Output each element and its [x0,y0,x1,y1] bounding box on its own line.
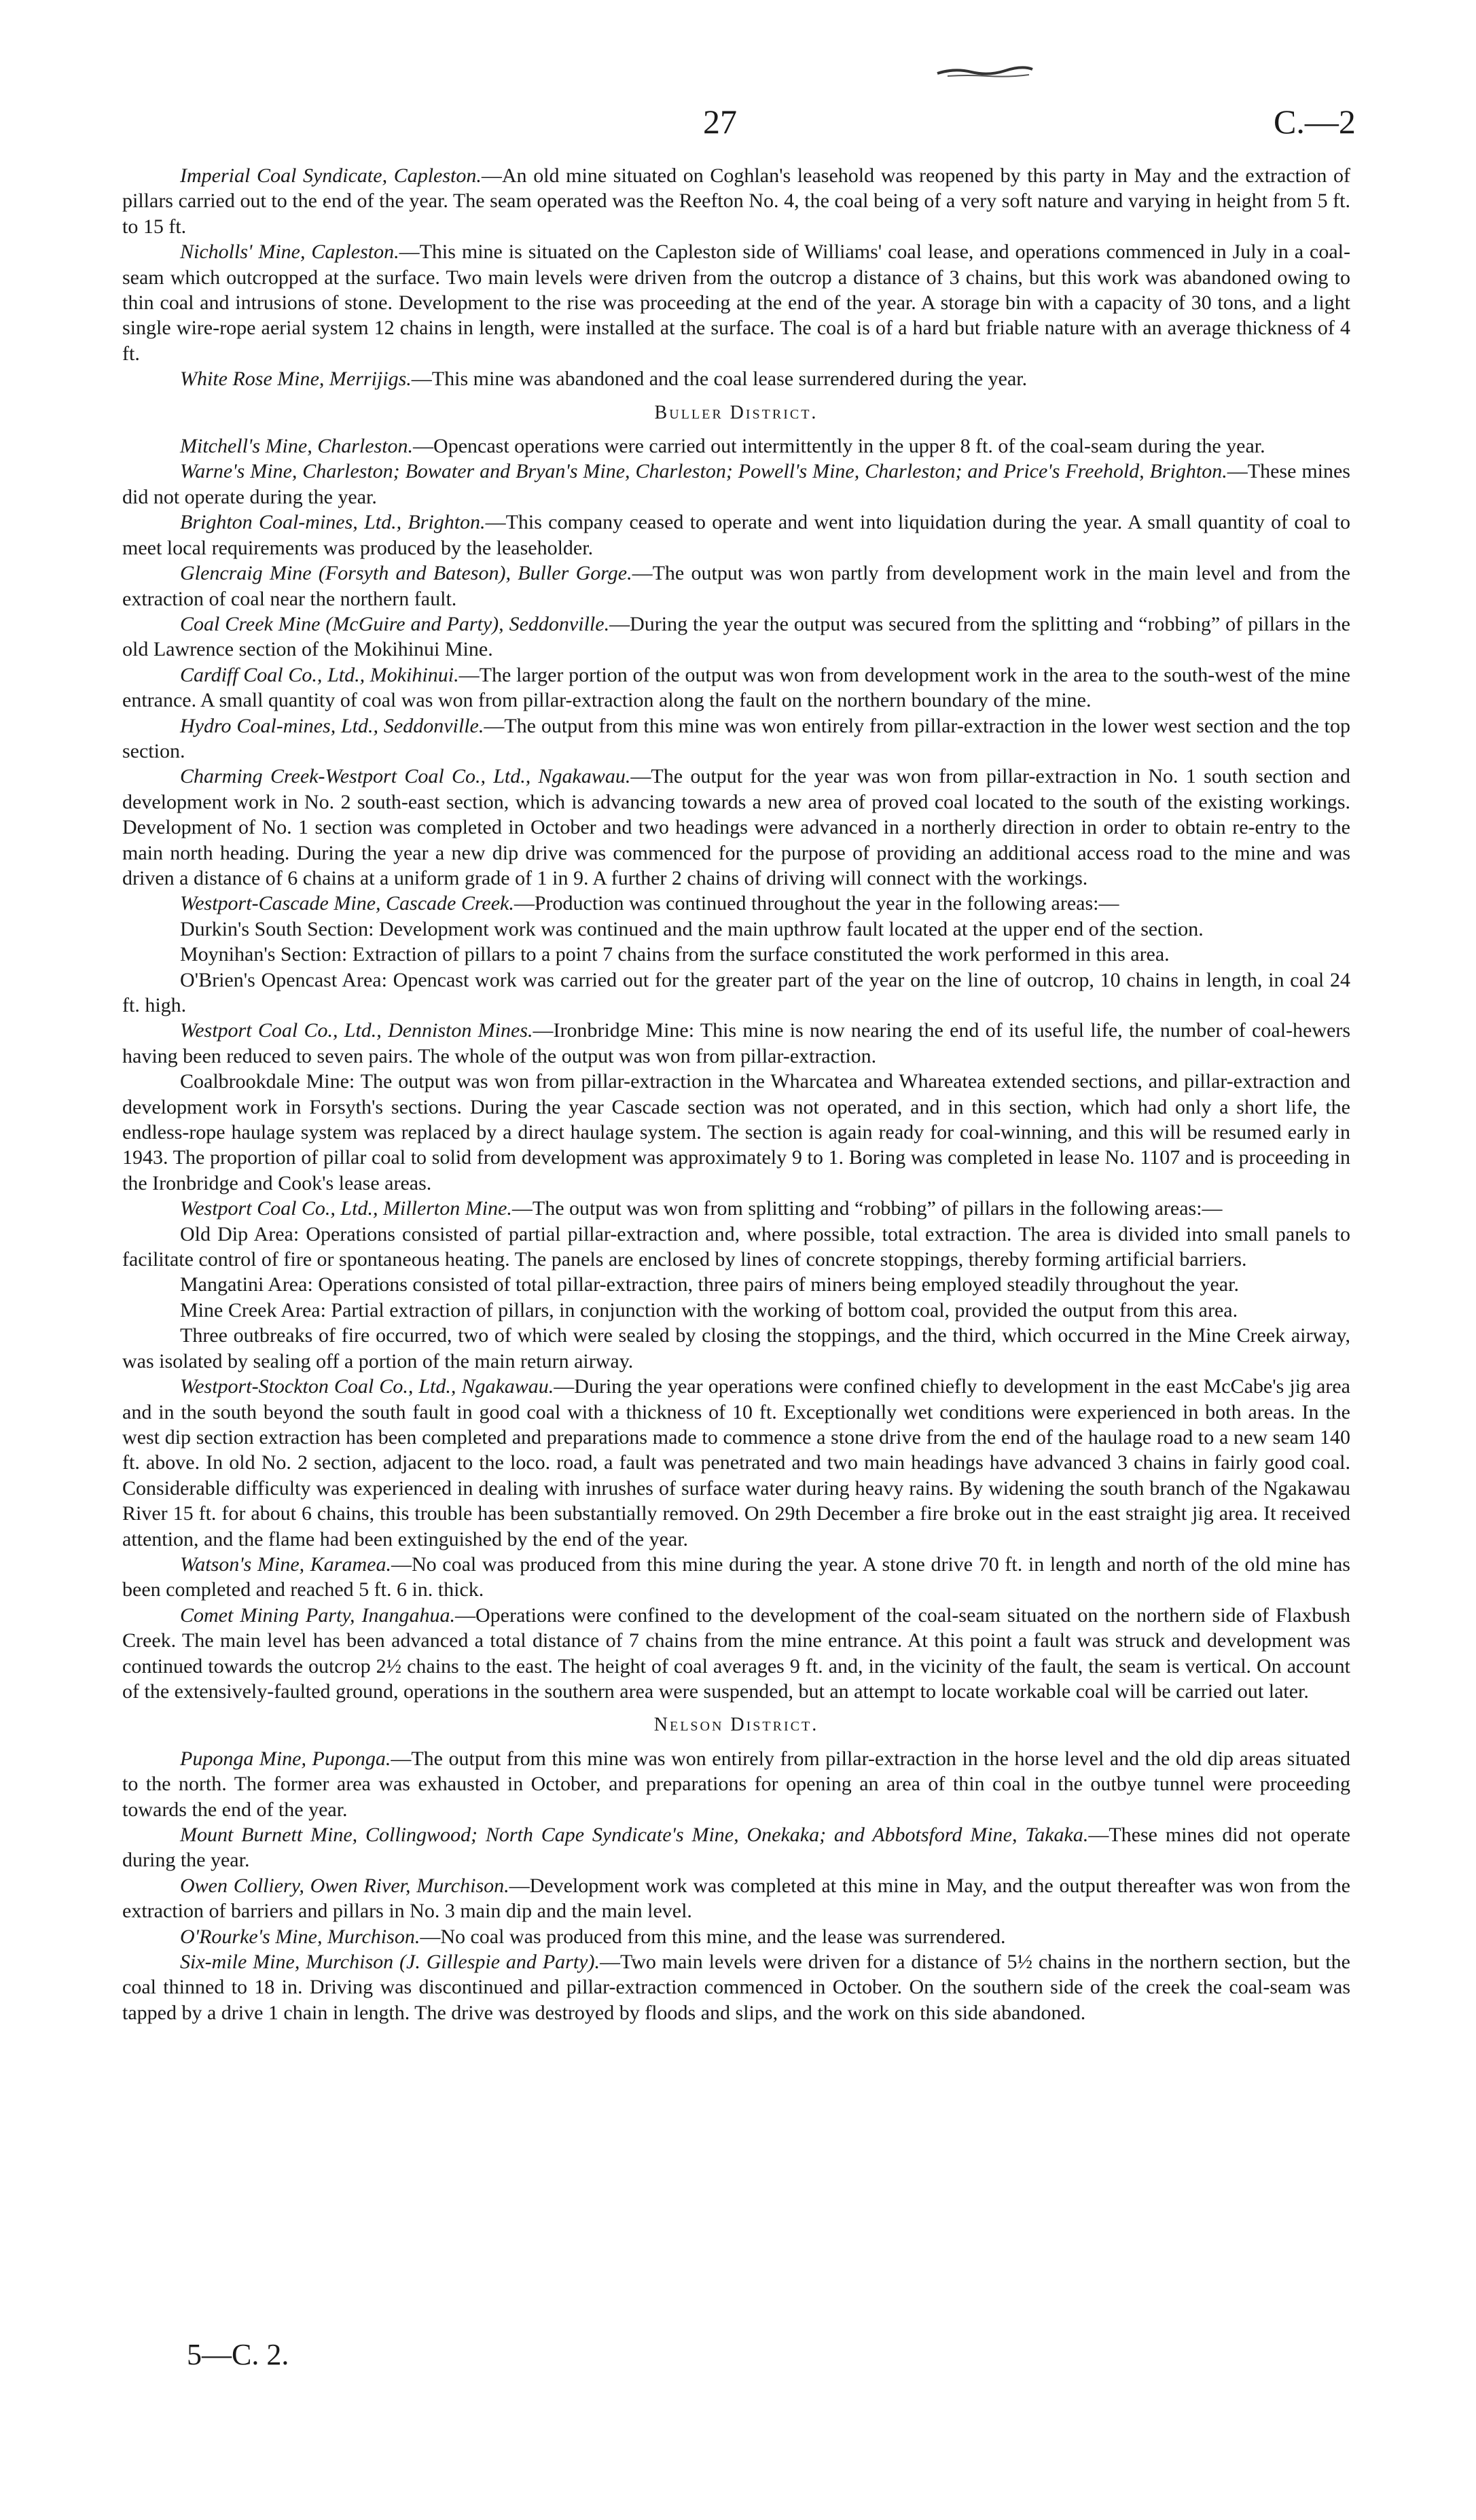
entry-text: Opencast operations were carried out intermittently in the upper 8 ft. of the coal-seam during the year. [433,435,1265,458]
entry-text: Durkin's South Section: Development work was continued and the main upthrow fault located at the upper end of the section. [180,917,1204,940]
separator-dash: — [485,511,506,534]
separator-dash: — [413,435,434,458]
mine-entry [122,1873,1350,1924]
entry-text: Three outbreaks of fire occurred, two of which were sealed by closing the stoppings, and the third, which occurred in the Mine Creek airway, was isolated by sealing off a portion of the main return airway. [122,1324,1350,1372]
separator-dash: — [484,714,505,737]
mine-name: Cardiff Coal Co., Ltd., Mokihinui. [180,663,459,686]
mine-entry [122,1949,1350,2025]
entry-text: Moynihan's Section: Extraction of pillars to a point 7 chains from the surface constituted the work performed in this area. [180,943,1170,966]
mine-entry [122,1746,1350,1822]
entry-text: These mines did not operate during the year. [122,1824,1350,1872]
mine-entry [122,968,1350,1018]
entry-text: Coalbrookdale Mine: The output was won from pillar-extraction in the Wharcatea and Whareatea extended sections, and pillar-extraction and development work in Forsyth's sections. During the year Cascade section was not operated, and in this section, which had only a short life, the endless-rope haulage system was replaced by a direct haulage system. The section is again ready for coal-winning, and this will be resumed early in 1943. The proportion of pillar coal to solid from development was approximately 9 to 1. Boring was completed in lease No. 1107 and is proceeding in the Ironbridge and Cook's lease areas. [122,1070,1350,1194]
mine-name: White Rose Mine, Merrijigs. [180,368,412,391]
entry-text: Mine Creek Area: Partial extraction of pillars, in conjunction with the working of bottom coal, provided the output from this area. [180,1298,1238,1321]
mine-entry [122,662,1350,713]
mine-entry [122,917,1350,942]
mine-entry [122,239,1350,366]
mine-entry [122,163,1350,239]
mine-entry [122,1196,1350,1221]
mine-entry [122,1298,1350,1323]
mine-name: Six-mile Mine, Murchison (J. Gillespie and Party). [180,1951,600,1974]
mine-entry [122,1018,1350,1069]
mine-name: Puponga Mine, Puponga. [180,1747,391,1770]
entry-text: Mangatini Area: Operations consisted of total pillar-extraction, three pairs of miners being employed steadily throughout the year. [180,1273,1239,1296]
entry-text: O'Brien's Opencast Area: Opencast work was carried out for the greater part of the year on the line of outcrop, 10 chains in length, in coal 24 ft. high. [122,968,1350,1016]
entry-text: The output from this mine was won entirely from pillar-extraction in the horse level and the old dip areas situated to the north. The former area was exhausted in October, and preparations for opening an area of thin coal in the outbye tunnel were proceeding towards the end of the year. [122,1747,1350,1821]
mine-name: O'Rourke's Mine, Murchison. [180,1925,420,1948]
separator-dash: — [533,1019,554,1042]
mine-name: Imperial Coal Syndicate, Capleston. [180,164,482,187]
report-code: C.—2 [1274,103,1356,141]
mine-name: Watson's Mine, Karamea. [180,1552,391,1576]
mine-name: Glencraig Mine (Forsyth and Bateson), Buller Gorge. [180,562,632,585]
mine-name: Coal Creek Mine (McGuire and Party), Seddonville. [180,612,610,635]
mine-entry [122,764,1350,891]
mine-entry [122,1552,1350,1603]
mine-entry [122,942,1350,967]
mine-entry [122,459,1350,510]
separator-dash: — [481,164,502,187]
report-body [122,163,1350,2025]
entry-text: Old Dip Area: Operations consisted of partial pillar-extraction and, where possible, total extraction. The area is divided into small panels to facilitate control of fire or spontaneous heating. The panels are enclosed by lines of concrete stoppings, thereby forming artificial barriers. [122,1222,1350,1271]
separator-dash: — [411,368,432,391]
mine-entry [122,713,1350,764]
mine-entry [122,510,1350,561]
entry-text: No coal was produced from this mine, and the lease was surrendered. [440,1925,1006,1948]
separator-dash: — [420,1925,441,1948]
mine-entry [122,1222,1350,1273]
entry-text: This company ceased to operate and went into liquidation during the year. A small quantity of coal to meet local requirements was produced by the leaseholder. [122,511,1351,559]
mine-entry [122,891,1350,916]
entry-text: This mine was abandoned and the coal lease surrendered during the year. [431,368,1028,391]
mine-entry [122,1924,1350,1949]
mine-entry [122,1374,1350,1552]
entry-text: No coal was produced from this mine during the year. A stone drive 70 ft. in length and north of the old mine has been completed and reached 5 ft. 6 in. thick. [122,1552,1350,1601]
separator-dash: — [391,1552,412,1576]
separator-dash: — [1227,460,1248,483]
separator-dash: — [632,562,653,585]
entry-text: During the year operations were confined chiefly to development in the east McCabe's jig area and in the south beyond the south fault in good coal with a thickness of 10 ft. Exceptionally wet conditions were experienced in both areas. In the west dip section extraction has been completed and preparations made to commence a stone drive from the end of the haulage road to a new seam 140 ft. above. In old No. 2 section, adjacent to the loco. road, a fault was penetrated and two main headings have advanced 3 chains in fairly good coal. Considerable difficulty was experienced in dealing with inrushes of surface water during heavy rains. By widening the south branch of the Ngakawau River 15 ft. for about 6 chains, this trouble has been substantially removed. On 29th December a fire broke out in the east straight jig area. It received attention, and the flame had been extinguished by the end of the year. [122,1375,1350,1550]
district-heading: Buller District. [654,402,818,423]
mine-entry [122,611,1350,662]
separator-dash: — [554,1375,575,1398]
entry-text: Development work was completed at this mine in May, and the output thereafter was won from the extraction of barriers and pillars in No. 3 main dip and the main level. [122,1874,1350,1923]
entry-text: The output was won partly from development work in the main level and from the extraction of coal near the northern fault. [122,562,1350,610]
mine-entry [122,1272,1350,1297]
mine-entry [122,1069,1350,1196]
entry-text: The output was won from splitting and “robbing” of pillars in the following areas:— [532,1197,1223,1220]
mine-name: Westport Coal Co., Ltd., Millerton Mine. [180,1197,512,1220]
signature-mark: 5—C. 2. [187,2338,289,2371]
entry-text: The larger portion of the output was won from development work in the area to the south-west of the mine entrance. A small quantity of coal was won from pillar-extraction along the fault on the northern boundary of the mine. [122,663,1350,712]
entry-text: This mine is situated on the Capleston side of Williams' coal lease, and operations commenced in July in a coal-seam which outcropped at the surface. Two main levels were driven from the outcrop a distance of 3 chains, but this work was abandoned owing to thin coal and intrusions of stone. Development to the rise was proceeding at the end of the year. A storage bin with a capacity of 30 tons, and a light single wire-rope aerial system 12 chains in length, were installed at the surface. The coal is of a hard but friable nature with an average thickness of 4 ft. [122,241,1351,365]
mine-name: Warne's Mine, Charleston; Bowater and Bryan's Mine, Charleston; Powell's Mine, Charleston; and Price's Freehold, Brighton. [180,460,1227,483]
entry-text: The output from this mine was won entirely from pillar-extraction in the lower west section and the top section. [122,714,1351,762]
entry-text: Ironbridge Mine: This mine is now nearing the end of its useful life, the number of coal-hewers having been reduced to seven pairs. The whole of the output was won from pillar-extraction. [122,1019,1350,1067]
separator-dash: — [1088,1824,1109,1846]
mine-name: Comet Mining Party, Inangahua. [180,1603,455,1627]
mine-entry [122,1603,1350,1705]
entry-text: Operations were confined to the development of the coal-seam situated on the northern side of Flaxbush Creek. The main level has been advanced a total distance of 7 chains from the mine entrance. At this point a fault was struck and development was continued towards the outcrop 2½ chains to the east. The height of coal averages 9 ft. and, in the vicinity of the fault, the seam is vertical. On account of the extensively-faulted ground, operations in the southern area were suspended, but an attempt to locate workable coal will be carried out later. [122,1603,1350,1703]
mine-name: Mitchell's Mine, Charleston. [180,435,414,458]
entry-text: The output for the year was won from pillar-extraction in No. 1 south section and development work in No. 2 south-east section, which is advancing towards a new area of proved coal located to the south of the existing workings. Development of No. 1 section was completed in October and two headings were advanced in a northerly direction in order to obtain re-entry to the main north heading. During the year a new dip drive was commenced for the purpose of providing an additional access road to the mine and was driven a distance of 6 chains at a uniform grade of 1 in 9. A further 2 chains of driving will connect with the workings. [122,765,1350,889]
section [122,400,1350,1705]
separator-dash: — [511,1197,533,1220]
entry-text: These mines did not operate during the year. [122,460,1350,508]
separator-dash: — [509,1874,530,1897]
mine-name: Westport-Stockton Coal Co., Ltd., Ngakawau. [180,1375,554,1398]
ink-stamp-mark [934,61,1036,82]
page-number: 27 [703,103,737,141]
mine-name: Westport-Cascade Mine, Cascade Creek. [180,892,514,915]
mine-name: Charming Creek-Westport Coal Co., Ltd., Ngakawau. [180,765,631,788]
mine-entry [122,366,1350,391]
entry-text: Production was continued throughout the year in the following areas:— [534,892,1119,915]
entry-text: Two main levels were driven for a distance of 5½ chains in the northern section, but the coal thinned to 18 in. Driving was discontinued and pillar-extraction commenced in October. On the southern side of the creek the coal-seam was tapped by a drive 1 chain in length. The drive was destroyed by floods and slips, and the work on this side abandoned. [122,1951,1350,2024]
mine-name: Westport Coal Co., Ltd., Denniston Mines. [180,1019,533,1042]
separator-dash: — [609,612,630,635]
entry-text: During the year the output was secured from the splitting and “robbing” of pillars in the old Lawrence section of the Mokihinui Mine. [122,612,1350,661]
mine-entry [122,1822,1350,1873]
section [122,1712,1350,2025]
entry-text: An old mine situated on Coghlan's leasehold was reopened by this party in May and the extraction of pillars carried out to the end of the year. The seam operated was the Reefton No. 4, the coal being of a very soft nature and varying in height from 5 ft. to 15 ft. [122,164,1350,238]
mine-name: Nicholls' Mine, Capleston. [180,241,399,264]
separator-dash: — [599,1951,620,1974]
separator-dash: — [458,663,480,686]
mine-entry [122,433,1350,459]
separator-dash: — [630,765,651,788]
mine-name: Brighton Coal-mines, Ltd., Brighton. [180,511,486,534]
district-heading: Nelson District. [653,1714,819,1736]
mine-entry [122,561,1350,611]
section [122,163,1350,392]
mine-name: Mount Burnett Mine, Collingwood; North Cape Syndicate's Mine, Onekaka; and Abbotsford Mine, Takaka. [180,1824,1089,1846]
separator-dash: — [399,241,420,264]
separator-dash: — [514,892,535,915]
mine-name: Hydro Coal-mines, Ltd., Seddonville. [180,714,484,737]
mine-name: Owen Colliery, Owen River, Murchison. [180,1874,509,1897]
mine-entry [122,1323,1350,1374]
separator-dash: — [454,1603,475,1627]
separator-dash: — [391,1747,412,1770]
